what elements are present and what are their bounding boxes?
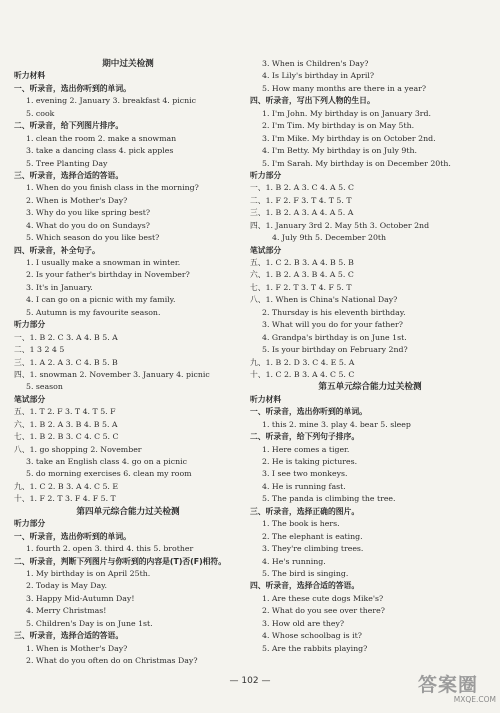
text-line: 2. When is Mother's Day? <box>26 195 128 205</box>
text-line: 六、1. B 2. A 3. B 4. B 5. A <box>14 419 118 429</box>
question-heading: 三、听录音，选择合适的答语。 <box>14 631 124 641</box>
text-line: 四、1. snowman 2. November 3. January 4. picnic <box>14 369 210 379</box>
text-line: 五、1. C 2. B 3. A 4. B 5. B <box>250 258 354 267</box>
text-line: 九、1. C 2. B 3. A 4. C 5. E <box>14 481 119 491</box>
text-line: 十、1. F 2. T 3. F 4. F 5. T <box>14 494 116 504</box>
question-heading: 一、听录音，选出你听到的单词。 <box>14 531 131 541</box>
page-number: — 102 — <box>229 676 271 686</box>
text-line: 3. Happy Mid-Autumn Day! <box>26 593 135 603</box>
text-line: 八、1. When is China's National Day? <box>250 295 398 305</box>
text-line: 4. He is running fast. <box>262 481 346 491</box>
text-line: 2. He is taking pictures. <box>262 457 358 466</box>
text-line: 1. this 2. mine 3. play 4. bear 5. sleep <box>262 419 411 429</box>
subsection-heading: 笔试部分 <box>250 245 282 255</box>
subsection-heading: 听力部分 <box>14 320 46 330</box>
text-line: 5. I'm Sarah. My birthday is on December 20th. <box>262 158 451 168</box>
text-line: 1. fourth 2. open 3. third 4. this 5. brother <box>26 544 194 554</box>
text-line: 5. Autumn is my favourite season. <box>26 307 161 317</box>
text-line: 1. Are these cute dogs Mike's? <box>262 593 384 603</box>
text-line: 1. When do you finish class in the morning? <box>26 183 199 193</box>
subsection-heading: 笔试部分 <box>14 394 46 404</box>
text-line: 十、1. C 2. B 3. A 4. C 5. C <box>250 369 355 379</box>
text-line: 3. How old are they? <box>262 618 345 628</box>
left-column <box>14 58 242 667</box>
question-heading: 二、听录音，判断下列图片与你听到的内容是(T)否(F)相符。 <box>14 556 227 566</box>
text-line: 5. Tree Planting Day <box>26 158 108 168</box>
text-line: 1. Here comes a tiger. <box>262 444 350 454</box>
text-line: 2. Today is May Day. <box>26 581 107 591</box>
text-line: 1. I usually make a snowman in winter. <box>26 258 181 267</box>
text-line: 六、1. B 2. A 3. B 4. A 5. C <box>250 270 354 280</box>
text-line: 4. Whose schoolbag is it? <box>262 631 362 641</box>
question-heading: 三、听录音，选择合适的答语。 <box>14 170 124 180</box>
text-line: 2. What do you see over there? <box>262 606 385 616</box>
section-title: 第五单元综合能力过关检测 <box>318 382 422 393</box>
subsection-heading: 听力部分 <box>250 170 282 180</box>
text-line: 5. Are the rabbits playing? <box>262 643 368 653</box>
text-line: 5. do morning exercises 6. clean my room <box>26 469 192 479</box>
text-line: 3. Why do you like spring best? <box>26 208 151 218</box>
text-line: 3. What will you do for your father? <box>262 320 403 330</box>
text-line: 三、1. A 2. A 3. C 4. B 5. B <box>14 357 118 367</box>
text-line: 1. clean the room 2. make a snowman <box>26 133 177 143</box>
text-line: 一、1. B 2. A 3. C 4. A 5. C <box>250 183 355 193</box>
right-column <box>250 58 490 655</box>
question-heading: 二、听录音，给下列图片排序。 <box>14 121 124 131</box>
text-line: 3. I see two monkeys. <box>262 469 348 479</box>
text-line: 5. cook <box>26 108 55 118</box>
subsection-heading: 听力材料 <box>250 394 282 404</box>
text-line: 九、1. B 2. D 3. C 4. E 5. A <box>250 357 355 367</box>
watermark-url: MXQE.COM <box>453 695 496 704</box>
question-heading: 一、听录音，选出你听到的单词。 <box>14 83 131 93</box>
text-line: 2. Thursday is his eleventh birthday. <box>262 307 406 317</box>
text-line: 5. Is your birthday on February 2nd? <box>262 345 408 355</box>
text-line: 4. Grandpa's birthday is on June 1st. <box>262 332 407 342</box>
text-line: 三、1. B 2. A 3. A 4. A 5. A <box>250 208 354 218</box>
text-line: 5. How many months are there in a year? <box>262 83 427 93</box>
question-heading: 三、听录音，选择正确的图片。 <box>250 506 360 516</box>
text-line: 2. Is your father's birthday in November? <box>26 270 190 280</box>
text-line: 四、1. January 3rd 2. May 5th 3. October 2nd <box>250 220 430 230</box>
question-heading: 四、听录音，补全句子。 <box>14 245 100 255</box>
text-line: 八、1. go shopping 2. November <box>14 444 142 454</box>
question-heading: 二、听录音，给下列句子排序。 <box>250 432 360 442</box>
question-heading: 四、听录音，写出下列人物的生日。 <box>250 96 375 106</box>
text-line: 4. What do you do on Sundays? <box>26 220 150 230</box>
text-line: 5. season <box>26 382 63 392</box>
text-line: 5. The bird is singing. <box>262 568 349 578</box>
section-title: 期中过关检测 <box>102 59 154 69</box>
text-line: 5. The panda is climbing the tree. <box>262 494 396 504</box>
text-line: 4. He's running. <box>262 556 326 566</box>
text-line: 3. They're climbing trees. <box>262 544 364 554</box>
text-line: 4. I can go on a picnic with my family. <box>26 295 176 305</box>
text-line: 3. I'm Mike. My birthday is on October 2nd. <box>262 133 436 143</box>
section-title: 第四单元综合能力过关检测 <box>76 506 180 517</box>
text-line: 2. The elephant is eating. <box>262 531 363 541</box>
text-line: 4. I'm Betty. My birthday is on July 9th. <box>262 146 417 156</box>
text-line: 3. It's in January. <box>26 282 93 292</box>
subsection-heading: 听力材料 <box>14 71 46 81</box>
text-line: 3. When is Children's Day? <box>262 59 369 68</box>
text-line: 3. take an English class 4. go on a picnic <box>26 457 187 466</box>
text-line: 1. evening 2. January 3. breakfast 4. picnic <box>26 96 196 106</box>
question-heading: 一、听录音，选出你听到的单词。 <box>250 407 367 417</box>
text-line: 二、1 3 2 4 5 <box>14 345 65 355</box>
text-line: 5. Which season do you like best? <box>26 233 160 243</box>
watermark-text: 答案圈 <box>418 674 479 696</box>
text-line: 五、1. T 2. F 3. T 4. T 5. F <box>14 407 116 417</box>
text-line: 1. My birthday is on April 25th. <box>26 568 151 578</box>
text-line: 1. I'm John. My birthday is on January 3rd. <box>262 108 431 118</box>
text-line: 七、1. B 2. B 3. C 4. C 5. C <box>14 432 119 442</box>
text-line: 2. I'm Tim. My birthday is on May 5th. <box>262 121 415 131</box>
question-heading: 四、听录音，选择合适的答语。 <box>250 581 360 591</box>
text-line: 4. July 9th 5. December 20th <box>272 233 387 243</box>
text-line: 二、1. F 2. F 3. T 4. T 5. T <box>250 195 352 205</box>
text-line: 3. take a dancing class 4. pick apples <box>26 146 174 156</box>
text-line: 2. What do you often do on Christmas Day? <box>26 656 198 665</box>
text-line: 4. Is Lily's birthday in April? <box>262 71 375 81</box>
text-line: 一、1. B 2. C 3. A 4. B 5. A <box>14 332 118 342</box>
subsection-heading: 听力部分 <box>14 519 46 529</box>
text-line: 5. Children's Day is on June 1st. <box>26 618 153 628</box>
text-line: 七、1. F 2. T 3. T 4. F 5. T <box>250 282 352 292</box>
text-line: 1. When is Mother's Day? <box>26 643 128 653</box>
text-line: 4. Merry Christmas! <box>26 606 107 616</box>
watermark-logo <box>418 670 496 710</box>
text-line: 1. The book is hers. <box>262 519 340 529</box>
